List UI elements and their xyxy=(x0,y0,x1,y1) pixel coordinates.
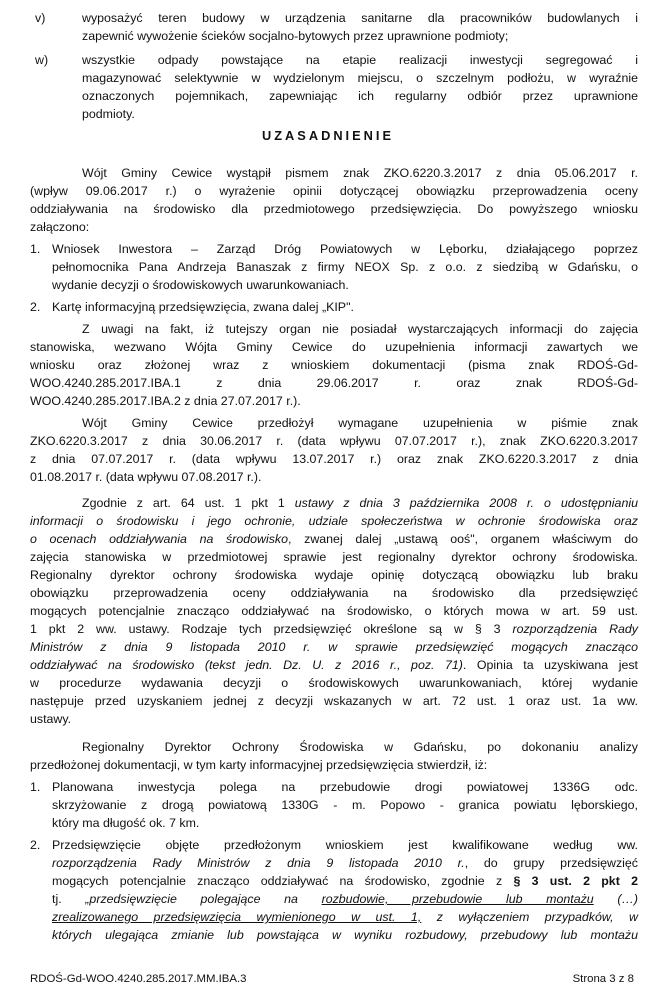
list-item-w-line: wszystkie odpady powstające na etapie realizacji inwestycji segregować i xyxy=(82,53,638,67)
intro-line: (wpływ 09.06.2017 r.) o wyrażenie opinii dotyczącej obowiązku przeprowadzenia oceny xyxy=(30,184,638,198)
paragraph-line: Z uwagi na fakt, iż tutejszy organ nie posiadał wystarczających informacji do zajęcia xyxy=(82,322,638,336)
paragraph-line: ustawy. xyxy=(30,712,72,726)
finding-line: mogących potencjalnie znacząco oddziaływać na środowisko, zgodnie z § 3 ust. 2 pkt 2 xyxy=(52,874,638,888)
finding-line: Przedsięwzięcie objęte przedłożonym wnioskiem jest kwalifikowane według ww. xyxy=(52,838,638,852)
paragraph-line: z dnia 07.07.2017 r. (data wpływu 13.07.2017 r.) oraz znak ZKO.6220.3.2017 z dnia xyxy=(30,452,638,466)
intro-line: załączono: xyxy=(30,220,90,234)
attachment-line: Kartę informacyjną przedsięwzięcia, zwana dalej „KIP". xyxy=(52,300,354,314)
paragraph-line: Ministrów z dnia 9 listopada 2010 r. w sprawie przedsięwzięć mogących znacząco xyxy=(30,640,638,654)
finding-line: skrzyżowanie z drogą powiatową 1330G - m. Popowo - granica powiatu lęborskiego, xyxy=(52,798,638,812)
list-item-w-line: magazynować selektywnie w wydzielonym miejscu, o szczelnym podłożu, w wyraźnie xyxy=(82,71,638,85)
attachment-line: pełnomocnika Pana Andrzeja Banaszak z firmy NEOX Sp. z o.o. z siedzibą w Gdańsku, o xyxy=(52,260,638,274)
paragraph-line: ZKO.6220.3.2017 z dnia 30.06.2017 r. (data wpływu 07.07.2017 r.), znak ZKO.6220.3.2017 xyxy=(30,434,638,448)
paragraph-line: zajęcia stanowiska w przedmiotowej sprawie jest regionalny dyrektor ochrony środowiska. xyxy=(30,550,638,564)
paragraph-line: oddziaływać na środowisko (tekst jedn. Dz. U. z 2016 r., poz. 71). Opinia ta uzyskiwana jest xyxy=(30,658,638,672)
paragraph-line: WOO.4240.285.2017.IBA.1 z dnia 29.06.2017 r. oraz znak RDOŚ-Gd- xyxy=(30,376,638,390)
finding-line: Planowana inwestycja polega na przebudowie drogi powiatowej 1336G odc. xyxy=(52,780,638,794)
paragraph-line: Regionalny Dyrektor Ochrony Środowiska w Gdańsku, po dokonaniu analizy xyxy=(82,740,638,754)
paragraph-line: następuje przed uzyskaniem jednej z decyzji wskazanych w art. 72 ust. 1 oraz ust. 1a ww. xyxy=(30,694,638,708)
attachment-marker-1: 1. xyxy=(30,242,41,256)
paragraph-line: obowiązku przeprowadzenia oceny oddziaływania na środowisko dla przedsięwzięć xyxy=(30,586,638,600)
paragraph-line: 1 pkt 2 ww. ustawy. Rodzaje tych przedsięwzięć określone są w § 3 rozporządzenia Rady xyxy=(30,622,638,636)
paragraph-line: stanowiska, wezwano Wójta Gminy Cewice do uzupełnienia informacji zawartych we xyxy=(30,340,638,354)
footer-reference: RDOŚ-Gd-WOO.4240.285.2017.MM.IBA.3 xyxy=(30,973,247,985)
list-item-w-line: oznaczonych pojemnikach, zapewniając ich regularny odbiór przez uprawnione xyxy=(82,89,638,103)
paragraph-line: 01.08.2017 r. (data wpływu 07.08.2017 r.). xyxy=(30,470,262,484)
finding-line: zrealizowanego przedsięwzięcia wymienionego w ust. 1, z wyłączeniem przypadków, w xyxy=(52,910,638,924)
attachment-marker-2: 2. xyxy=(30,300,41,314)
paragraph-line: WOO.4240.285.2017.IBA.2 z dnia 27.07.2017 r.). xyxy=(30,394,301,408)
paragraph-line: przedłożonej dokumentacji, w tym karty informacyjnej przedsięwzięcia stwierdził, iż: xyxy=(30,758,488,772)
list-item-w-line: podmioty. xyxy=(82,107,135,121)
finding-marker-2: 2. xyxy=(30,838,41,852)
paragraph-line: Regionalny dyrektor ochrony środowiska wydaje opinię dotyczącą obowiązku lub braku xyxy=(30,568,638,582)
finding-line: tj. „przedsięwzięcie polegające na rozbudowie, przebudowie lub montażu (…) xyxy=(52,892,638,906)
section-heading: UZASADNIENIE xyxy=(262,128,394,143)
attachment-line: Wniosek Inwestora – Zarząd Dróg Powiatowych w Lęborku, działającego poprzez xyxy=(52,242,638,256)
finding-line: których ulegająca zmianie lub powstająca w wyniku rozbudowy, przebudowy lub montażu xyxy=(52,928,638,942)
finding-marker-1: 1. xyxy=(30,780,41,794)
paragraph-line: informacji o środowisku i jego ochronie, udziale społeczeństwa w ochronie środowiska oraz xyxy=(30,514,638,528)
attachment-line: wydanie decyzji o środowiskowych uwarunkowaniach. xyxy=(52,278,349,292)
list-item-v-line: wyposażyć teren budowy w urządzenia sanitarne dla pracowników budowlanych i xyxy=(82,11,638,25)
list-marker-w: w) xyxy=(35,53,49,67)
paragraph-line: Zgodnie z art. 64 ust. 1 pkt 1 ustawy z dnia 3 października 2008 r. o udostępnianiu xyxy=(82,496,638,510)
finding-line: rozporządzenia Rady Ministrów z dnia 9 listopada 2010 r., do grupy przedsięwzięć xyxy=(52,856,638,870)
list-item-v-line: zapewnić wywożenie ścieków socjalno-bytowych przez uprawnione podmioty; xyxy=(82,29,509,43)
paragraph-line: wniosku oraz złożonej wraz z wnioskiem dokumentacji (pisma znak RDOŚ-Gd- xyxy=(30,358,638,372)
list-marker-v: v) xyxy=(35,11,46,25)
footer-page-number: Strona 3 z 8 xyxy=(572,973,634,985)
paragraph-line: Wójt Gminy Cewice przedłożył wymagane uzupełnienia w piśmie znak xyxy=(82,416,638,430)
finding-line: który ma długość ok. 7 km. xyxy=(52,816,200,830)
intro-line: oddziaływania na środowisko dla przedmiotowego przedsięwzięcia. Do powyższego wniosku xyxy=(30,202,638,216)
paragraph-line: o ocenach oddziaływania na środowisko, zwanej dalej „ustawą ooś", organem właściwym do xyxy=(30,532,638,546)
paragraph-line: w procedurze wydawania decyzji o środowiskowych uwarunkowaniach, której wydanie xyxy=(30,676,638,690)
paragraph-line: mogących potencjalnie znacząco oddziaływać na środowisko, o których mowa w art. 59 ust. xyxy=(30,604,638,618)
intro-line: Wójt Gminy Cewice wystąpił pismem znak ZKO.6220.3.2017 z dnia 05.06.2017 r. xyxy=(82,166,638,180)
